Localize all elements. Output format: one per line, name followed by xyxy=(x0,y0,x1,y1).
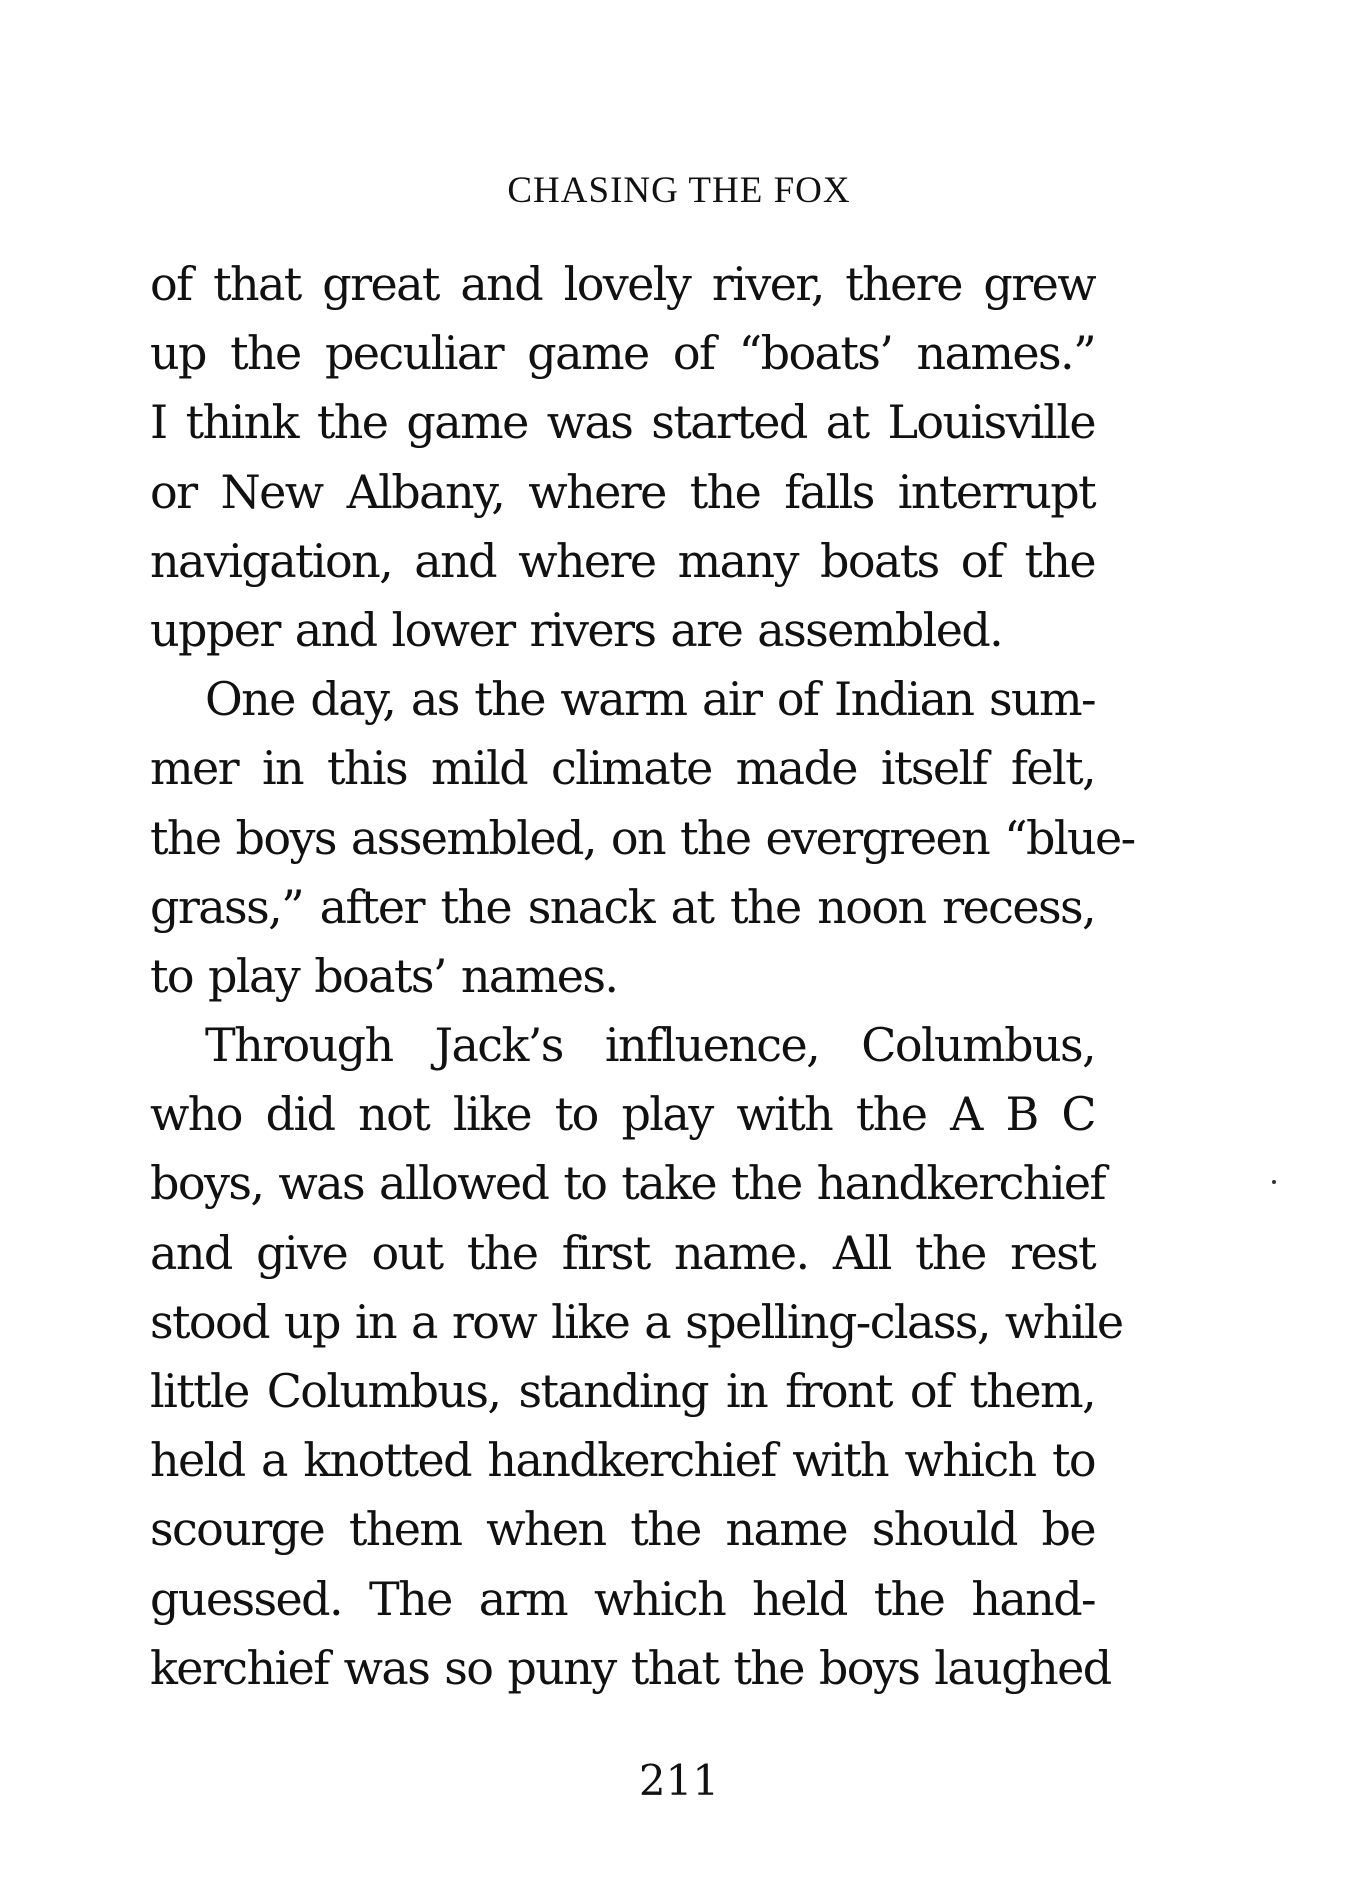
text-line: the boys assembled, on the evergreen “blue- xyxy=(150,810,1135,865)
text-line: to play boats’ names. xyxy=(150,948,618,1003)
page-number: 211 xyxy=(638,1756,720,1805)
text-line: Through Jack’s influence, Columbus, xyxy=(205,1018,1095,1073)
text-line: up the peculiar game of “boats’ names.” xyxy=(150,326,1095,381)
text-line: guessed. The arm which held the hand- xyxy=(150,1571,1095,1626)
text-line: who did not like to play with the A B C xyxy=(150,1087,1095,1142)
text-line: held a knotted handkerchief with which to xyxy=(150,1433,1095,1488)
ink-speck xyxy=(1272,1180,1276,1184)
text-line: and give out the first name. All the rest xyxy=(150,1225,1095,1280)
text-line: navigation, and where many boats of the xyxy=(150,533,1095,588)
paragraph xyxy=(150,665,1135,1011)
paragraph xyxy=(150,1011,1123,1703)
text-line: grass,” after the snack at the noon recess, xyxy=(150,879,1095,934)
text-line: I think the game was started at Louisville xyxy=(150,395,1095,450)
body-text xyxy=(150,250,1135,1703)
text-line: mer in this mild climate made itself felt, xyxy=(150,741,1095,796)
running-head: CHASING THE FOX xyxy=(507,170,851,211)
text-line: scourge them when the name should be xyxy=(150,1502,1095,1557)
text-line: or New Albany, where the falls interrupt xyxy=(150,464,1095,519)
text-line: boys, was allowed to take the handkerchief xyxy=(150,1156,1105,1211)
text-line: One day, as the warm air of Indian sum- xyxy=(205,672,1095,727)
text-line: little Columbus, standing in front of them, xyxy=(150,1364,1095,1418)
text-line: kerchief was so puny that the boys laughed xyxy=(150,1640,1111,1695)
text-line: upper and lower rivers are assembled. xyxy=(150,602,1003,657)
text-line: of that great and lovely river, there grew xyxy=(150,257,1095,311)
paragraph xyxy=(150,250,1095,665)
text-line: stood up in a row like a spelling-class, while xyxy=(150,1294,1123,1349)
